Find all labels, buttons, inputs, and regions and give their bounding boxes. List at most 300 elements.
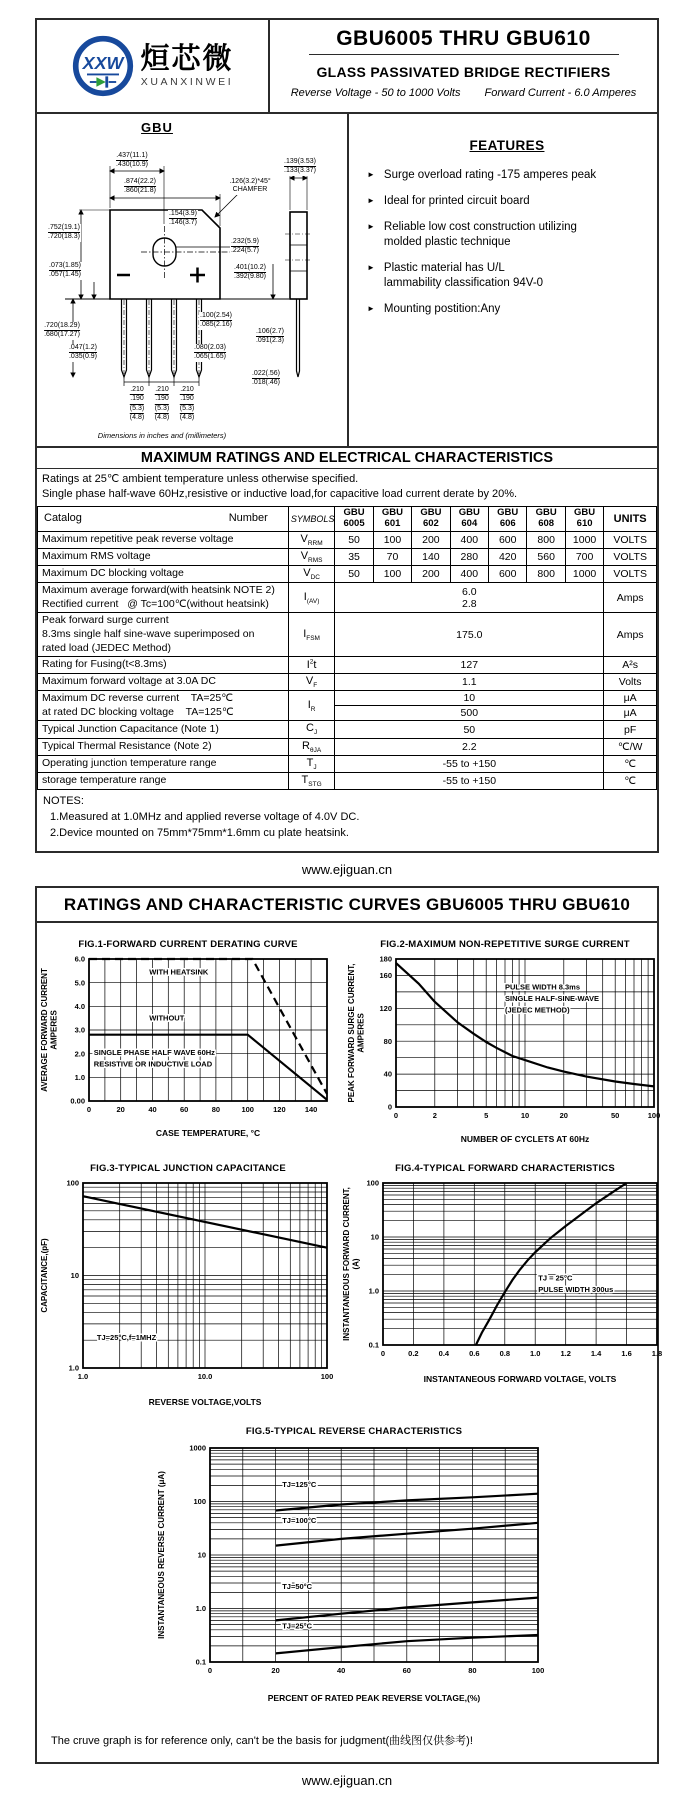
value-cell: 1000 <box>565 531 603 548</box>
symbol-base: V <box>300 549 309 562</box>
symbol <box>302 740 321 752</box>
condition-line-2: Single phase half-wave 60Hz,resistive or inductive load,for capacitive load current derate by 20%. <box>42 487 518 500</box>
dimension-value: .018(.46) <box>251 379 281 387</box>
unit-cell: Volts <box>604 673 657 690</box>
table-row <box>38 673 657 690</box>
parameter-description <box>38 531 289 548</box>
part-suffix: 606 <box>499 517 516 529</box>
title-divider <box>309 54 619 55</box>
figure-3-annotation: TJ=25°C,f=1MHZ <box>96 1333 157 1343</box>
part-number-header <box>450 506 488 531</box>
header <box>37 20 657 114</box>
feature-line: molded plastic technique <box>383 236 511 248</box>
figure-2 <box>344 939 666 1147</box>
datasheet-page-2 <box>35 886 663 1764</box>
table-row <box>38 657 657 674</box>
feature-item <box>367 303 647 318</box>
part-prefix: GBU <box>535 506 557 518</box>
figure-1-x-tick: 120 <box>273 1105 286 1115</box>
dimension-label <box>129 386 145 423</box>
notes-title: NOTES: <box>43 795 84 808</box>
dimension-value: (4.8) <box>129 414 145 422</box>
note-line: 1.Measured at 1.0MHz and applied reverse voltage of 4.0V DC. <box>50 811 360 824</box>
part-prefix: GBU <box>420 506 442 518</box>
figure-4-x-tick: 1.4 <box>590 1349 602 1359</box>
part-prefix: GBU <box>381 506 404 518</box>
figure-4-x-tick: 0.4 <box>438 1349 450 1359</box>
table-row <box>38 613 657 657</box>
figure-5-annotation: TJ=25°C <box>282 1621 313 1631</box>
symbol <box>301 773 322 789</box>
symbol-sub: STG <box>308 781 322 789</box>
figure-2-annotation: SINGLE HALF-SINE-WAVE <box>505 994 600 1004</box>
dimension-value: .139(3.53) <box>284 158 316 167</box>
figure-3-x-tick: 100 <box>320 1372 334 1382</box>
parameter-symbol <box>288 565 335 582</box>
dimension-value: .860(21.8) <box>124 187 156 195</box>
dimension-value: .146(3.7) <box>168 219 198 227</box>
features-section <box>349 114 657 446</box>
figure-3-x-axis-label: REVERSE VOLTAGE,VOLTS <box>148 1397 262 1408</box>
parameter-symbol <box>288 738 335 755</box>
symbol <box>308 699 316 711</box>
catalog-label: Catalog <box>44 512 82 525</box>
dimension-value: .720(18.3) <box>48 233 80 241</box>
table-row <box>38 738 657 755</box>
parameter-symbol <box>288 673 335 690</box>
symbols-header: SYMBOLS <box>288 506 335 531</box>
dimension-label <box>199 312 233 330</box>
dimension-value: .224(5.7) <box>230 247 260 255</box>
dimension-label <box>47 224 81 242</box>
unit-cell: VOLTS <box>604 565 657 582</box>
feature-line: Plastic material has U/L <box>383 262 505 274</box>
parameter-description <box>38 673 289 690</box>
parameter-description <box>38 565 289 582</box>
charts-grid <box>37 923 663 1710</box>
figure-1-y-tick: 1.0 <box>74 1073 85 1083</box>
symbol-sub: θJA <box>309 746 322 754</box>
curves-heading: RATINGS AND CHARACTERISTIC CURVES GBU6005 THRU GBU610 <box>37 888 657 923</box>
feature-line: Mounting postition:Any <box>383 303 501 315</box>
value-line: 1.1 <box>462 676 477 689</box>
value-cell: 50 <box>335 531 373 548</box>
part-number-header <box>489 506 527 531</box>
feature-bullet-icon: ► <box>367 304 375 313</box>
value-cell: 600 <box>489 565 527 582</box>
parameter-symbol <box>288 721 335 738</box>
dimension-label <box>283 158 317 176</box>
dimension-value: .720(18.29) <box>44 322 80 331</box>
description-line: storage temperature range <box>42 774 167 787</box>
figure-4-series-forward-characteristic <box>476 1183 627 1345</box>
value-line: -55 to +150 <box>442 775 497 788</box>
figure-2-title: FIG.2-MAXIMUM NON-REPETITIVE SURGE CURRENT <box>380 939 630 951</box>
value-cell <box>335 657 604 674</box>
description-line: Peak forward surge current <box>42 614 169 627</box>
notes-items <box>43 811 651 839</box>
table-row <box>38 548 657 565</box>
figure-5-canvas <box>154 1438 554 1706</box>
notes-section <box>37 790 657 851</box>
description-line: Typical Junction Capacitance (Note 1) <box>42 722 219 735</box>
header-title-block <box>270 20 657 112</box>
figure-5-y-tick: 10 <box>197 1550 206 1560</box>
feature-bullet-icon: ► <box>367 196 375 205</box>
description-line: Typical Thermal Resistance (Note 2) <box>42 739 212 752</box>
feature-text <box>384 303 500 318</box>
feature-item <box>367 262 647 292</box>
figure-4-canvas <box>339 1175 671 1387</box>
figure-1-y-tick: 0.00 <box>70 1096 85 1106</box>
figure-5-y-tick: 1000 <box>189 1443 206 1453</box>
figure-2-x-tick: 0 <box>393 1111 399 1121</box>
value-line: -55 to +150 <box>442 757 497 770</box>
figure-4-x-tick: 1.6 <box>621 1349 632 1359</box>
figure-5-title: FIG.5-TYPICAL REVERSE CHARACTERISTICS <box>245 1426 463 1438</box>
value-cell: 200 <box>412 531 450 548</box>
part-prefix: GBU <box>343 506 365 518</box>
value-line: 2.8 <box>462 597 477 610</box>
dimension-label <box>193 344 227 362</box>
description-line: at rated DC blocking voltage TA=125℃ <box>42 705 234 718</box>
value-cell <box>335 772 604 789</box>
value-cell: 70 <box>373 548 411 565</box>
parameter-symbol <box>288 772 335 789</box>
value-cell: 400 <box>450 565 488 582</box>
dimension-label <box>228 178 271 195</box>
figure-1-x-tick: 0 <box>86 1105 92 1115</box>
dimension-value: .232(5.9) <box>231 238 259 247</box>
figure-3-y-tick: 100 <box>66 1178 79 1188</box>
symbol <box>307 659 317 671</box>
description-line: Maximum average forward(with heatsink NOTE 2) <box>42 584 275 597</box>
dimension-label <box>179 386 195 423</box>
ratings-table <box>37 506 657 790</box>
description-line: Rectified current @ Tc=100℃(without heatsink) <box>42 597 269 610</box>
parameter-description <box>38 721 289 738</box>
features-title: FEATURES <box>469 138 545 153</box>
parameter-symbol <box>288 531 335 548</box>
figure-1-y-tick: 5.0 <box>74 978 85 988</box>
unit-cell: μA <box>604 706 657 721</box>
figure-5-y-tick: 1.0 <box>195 1604 206 1614</box>
figure-3-y-tick: 1.0 <box>68 1363 79 1373</box>
figure-2-x-tick: 10 <box>520 1111 530 1121</box>
figure-2-annotation: PULSE WIDTH 8.3ms <box>505 982 581 992</box>
dimension-value: CHAMFER <box>232 186 268 194</box>
part-suffix: 602 <box>422 517 439 529</box>
dimension-value: .190 <box>155 395 169 404</box>
feature-line: Reliable low cost construction utilizing <box>383 221 577 233</box>
value-cell: 200 <box>412 565 450 582</box>
symbol <box>303 628 320 640</box>
symbol-base: T <box>301 773 309 786</box>
table-row <box>38 583 657 613</box>
feature-bullet-icon: ► <box>367 263 375 272</box>
dimension-value: .437(11.1) <box>116 152 148 161</box>
dimension-value: .392(9.80) <box>234 273 266 281</box>
symbol-base: I <box>306 659 310 672</box>
figure-5 <box>154 1426 554 1706</box>
symbol-sub: RMS <box>308 556 323 564</box>
symbol <box>301 550 323 562</box>
dimension-value: .874(22.2) <box>124 178 156 187</box>
parameter-description <box>38 691 289 721</box>
figure-2-y-tick: 120 <box>379 1004 392 1014</box>
dimension-value: .085(2.16) <box>200 321 232 329</box>
table-row <box>38 691 657 706</box>
figure-5-x-axis-label: PERCENT OF RATED PEAK REVERSE VOLTAGE,(%) <box>267 1693 481 1704</box>
unit-cell: Amps <box>604 613 657 657</box>
dimension-label <box>115 152 149 170</box>
dimension-value: (4.8) <box>154 414 170 422</box>
dimension-label <box>48 262 82 280</box>
catalog-number-header <box>38 506 289 531</box>
figure-2-x-tick: 5 <box>484 1111 489 1121</box>
dimension-value: .210 <box>180 386 194 395</box>
figure-4-y-tick: 100 <box>366 1178 379 1188</box>
figure-1-title: FIG.1-FORWARD CURRENT DERATING CURVE <box>78 939 298 951</box>
dimension-label <box>68 344 98 362</box>
unit-cell: A²s <box>604 657 657 674</box>
figure-5-annotation: TJ=100°C <box>282 1515 317 1525</box>
dimension-value: .057(1.45) <box>49 271 81 279</box>
figure-1-annotation: RESISTIVE OR INDUCTIVE LOAD <box>93 1059 213 1069</box>
part-number-header <box>335 506 373 531</box>
parameter-symbol <box>288 548 335 565</box>
figure-4-title: FIG.4-TYPICAL FORWARD CHARACTERISTICS <box>395 1163 615 1175</box>
parameter-description <box>38 613 289 657</box>
description-line: Rating for Fusing(t<8.3ms) <box>42 658 167 671</box>
value-cell: 1000 <box>565 565 603 582</box>
figure-2-x-tick: 2 <box>432 1111 437 1121</box>
feature-text <box>384 195 530 210</box>
figure-4-x-tick: 1.2 <box>560 1349 571 1359</box>
symbol-sub: FSM <box>306 634 320 642</box>
symbol-base: I <box>303 590 307 603</box>
value-cell: 500 <box>335 706 604 721</box>
value-line: 175.0 <box>456 628 483 641</box>
dimension-value: .401(10.2) <box>234 264 266 273</box>
feature-item <box>367 221 647 251</box>
dimension-value: .133(3.37) <box>284 167 316 175</box>
figure-5-annotation: TJ=50°C <box>282 1582 313 1592</box>
website-link-top[interactable]: www.ejiguan.cn <box>301 862 393 878</box>
figure-4-y-tick: 1.0 <box>368 1286 379 1296</box>
description-line: 8.3ms single half sine-wave superimposed on <box>42 628 255 641</box>
figure-2-y-tick: 80 <box>383 1036 392 1046</box>
company-name-cn: 烜芯微 <box>140 43 234 76</box>
symbol-base: R <box>302 739 310 752</box>
figure-1-canvas <box>37 951 339 1141</box>
company-logo <box>37 20 270 112</box>
figure-3-x-tick: 10.0 <box>197 1372 213 1382</box>
symbol-base: C <box>305 722 314 735</box>
figure-4-y-tick: 0.1 <box>368 1340 379 1350</box>
symbol-sup: 2 <box>309 658 314 666</box>
logo-icon <box>71 34 135 98</box>
figure-4-annotation: PULSE WIDTH 300us <box>538 1285 614 1295</box>
dimension-value: .065(1.65) <box>194 353 226 361</box>
symbol <box>305 722 318 737</box>
dimension-value: .752(19.1) <box>48 224 80 233</box>
value-cell: 280 <box>450 548 488 565</box>
unit-cell: VOLTS <box>604 548 657 565</box>
part-suffix: 610 <box>576 517 593 529</box>
dimension-value: .430(10.9) <box>116 161 148 169</box>
symbol <box>304 591 320 603</box>
figure-2-y-axis-label: PEAK FORWARD SURGE CURRENT, <box>347 963 356 1103</box>
dimension-label <box>43 322 81 340</box>
parameter-symbol <box>288 657 335 674</box>
value-line: 6.0 <box>462 585 477 598</box>
symbol-sub: DC <box>310 574 320 582</box>
feature-item <box>367 169 647 184</box>
parameter-description <box>38 657 289 674</box>
dimension-label <box>233 264 267 282</box>
unit-cell: μA <box>604 691 657 706</box>
figure-1-y-tick: 6.0 <box>74 954 85 964</box>
value-cell: 400 <box>450 531 488 548</box>
value-line: 127 <box>460 659 479 672</box>
part-number-title: GBU6005 THRU GBU610 <box>336 27 591 50</box>
figure-1-x-tick: 20 <box>116 1105 125 1115</box>
description-line: Maximum DC blocking voltage <box>42 567 184 580</box>
figure-2-x-tick: 100 <box>647 1111 661 1121</box>
datasheet-page-1 <box>35 18 659 853</box>
package-name: GBU <box>141 120 173 135</box>
figure-4-y-axis-label: (A) <box>351 1258 361 1270</box>
figure-2-y-tick: 160 <box>379 971 392 981</box>
parameter-symbol <box>288 691 335 721</box>
dimension-value: .022(.56) <box>252 370 280 379</box>
value-cell: 100 <box>373 531 411 548</box>
symbol-post: t <box>313 659 317 672</box>
part-suffix: 608 <box>538 517 555 529</box>
parameter-description <box>38 583 289 613</box>
symbol-sub: J <box>313 763 317 771</box>
figure-3-y-tick: 10 <box>70 1271 79 1281</box>
value-cell: 10 <box>335 691 604 706</box>
figure-5-y-axis-label: INSTANTANEOUS REVERSE CURRENT (μA) <box>157 1471 166 1640</box>
unit-cell: ℃ <box>604 772 657 789</box>
part-number-header <box>565 506 603 531</box>
feature-line: Ideal for printed circuit board <box>383 195 530 207</box>
dimension-value: .047(1.2) <box>69 344 97 353</box>
value-cell <box>335 738 604 755</box>
part-number-header <box>527 506 565 531</box>
figure-3-y-axis-label: CAPACITANCE,(pF) <box>40 1238 49 1313</box>
symbol-base: I <box>303 627 307 640</box>
symbol <box>305 674 318 690</box>
feature-line: Surge overload rating -175 amperes peak <box>383 169 597 181</box>
value-cell <box>335 721 604 738</box>
value-line: 50 <box>463 723 476 736</box>
value-cell: 600 <box>489 531 527 548</box>
symbol-base: T <box>306 756 314 769</box>
value-cell: 800 <box>527 565 565 582</box>
number-label: Number <box>228 512 268 525</box>
table-row <box>38 531 657 548</box>
table-row <box>38 565 657 582</box>
description-line: Maximum RMS voltage <box>42 549 151 562</box>
part-suffix: 6005 <box>343 517 365 529</box>
figure-2-annotation: (JEDEC METHOD) <box>505 1005 570 1015</box>
description-line: Maximum DC reverse current TA=25℃ <box>42 692 234 705</box>
drawing-and-features <box>37 114 657 446</box>
symbol-sub: (AV) <box>306 597 320 605</box>
parameter-symbol <box>288 583 335 613</box>
dimension-value: .154(3.9) <box>169 210 197 219</box>
parameter-description <box>38 738 289 755</box>
website-link-bottom[interactable]: www.ejiguan.cn <box>301 1773 393 1789</box>
figure-1-y-tick: 2.0 <box>74 1049 85 1059</box>
value-cell: 140 <box>412 548 450 565</box>
dimension-value: .035(0.9) <box>68 353 98 361</box>
value-cell <box>335 613 604 657</box>
dimension-label <box>255 328 285 346</box>
figure-5-x-tick: 40 <box>337 1666 346 1676</box>
dimension-value: .100(2.54) <box>200 312 232 321</box>
dimension-label <box>251 370 281 388</box>
dimension-value: .190 <box>130 395 144 404</box>
description-line: Operating junction temperature range <box>42 757 217 770</box>
part-prefix: GBU <box>497 506 519 518</box>
dimension-value: .080(2.03) <box>194 344 226 353</box>
figure-3 <box>37 1163 339 1410</box>
unit-cell: ℃ <box>604 755 657 772</box>
feature-item <box>367 195 647 210</box>
logo-text <box>140 44 233 87</box>
parameter-symbol <box>288 613 335 657</box>
part-suffix: 604 <box>461 517 478 529</box>
figure-1-x-tick: 40 <box>148 1105 157 1115</box>
feature-line: lammability classification 94V-0 <box>383 277 544 289</box>
figure-5-x-tick: 20 <box>271 1666 280 1676</box>
figure-4-x-tick: 0.6 <box>469 1349 480 1359</box>
dimension-value: (4.8) <box>179 414 195 422</box>
figure-5-x-tick: 80 <box>468 1666 477 1676</box>
figure-3-canvas <box>37 1175 339 1410</box>
figure-5-y-tick: 100 <box>193 1497 206 1507</box>
company-name-en: XUANXINWEI <box>140 75 234 88</box>
symbol <box>301 533 323 545</box>
value-cell <box>335 755 604 772</box>
figure-1-x-tick: 60 <box>180 1105 189 1115</box>
dimension-value: (5.3) <box>130 405 144 414</box>
condition-line-1: Ratings at 25℃ ambient temperature unless otherwise specified. <box>42 473 359 485</box>
value-cell: 560 <box>527 548 565 565</box>
figure-4-annotation: TJ = 25°C <box>538 1273 573 1283</box>
figure-5-x-tick: 100 <box>531 1666 545 1676</box>
symbol-base: I <box>307 698 311 711</box>
figure-1-y-axis-label: AMPERES <box>49 1010 59 1050</box>
figure-2-canvas <box>344 951 666 1147</box>
figure-1-annotation: WITH HEATSINK <box>149 967 209 977</box>
dimensions-caption: Dimensions in inches and (millimeters) <box>97 431 227 440</box>
value-cell <box>335 673 604 690</box>
figure-3-title: FIG.3-TYPICAL JUNCTION CAPACITANCE <box>90 1163 286 1175</box>
unit-cell: Amps <box>604 583 657 613</box>
symbol <box>307 757 317 769</box>
figure-4-x-tick: 0.8 <box>499 1349 511 1359</box>
symbol-base: V <box>303 566 311 579</box>
forward-current-rating: Forward Current - 6.0 Amperes <box>484 87 637 99</box>
product-type-subtitle: GLASS PASSIVATED BRIDGE RECTIFIERS <box>316 64 611 80</box>
parameter-symbol <box>288 755 335 772</box>
figure-4-y-axis-label: INSTANTANEOUS FORWARD CURRENT, <box>342 1187 351 1342</box>
